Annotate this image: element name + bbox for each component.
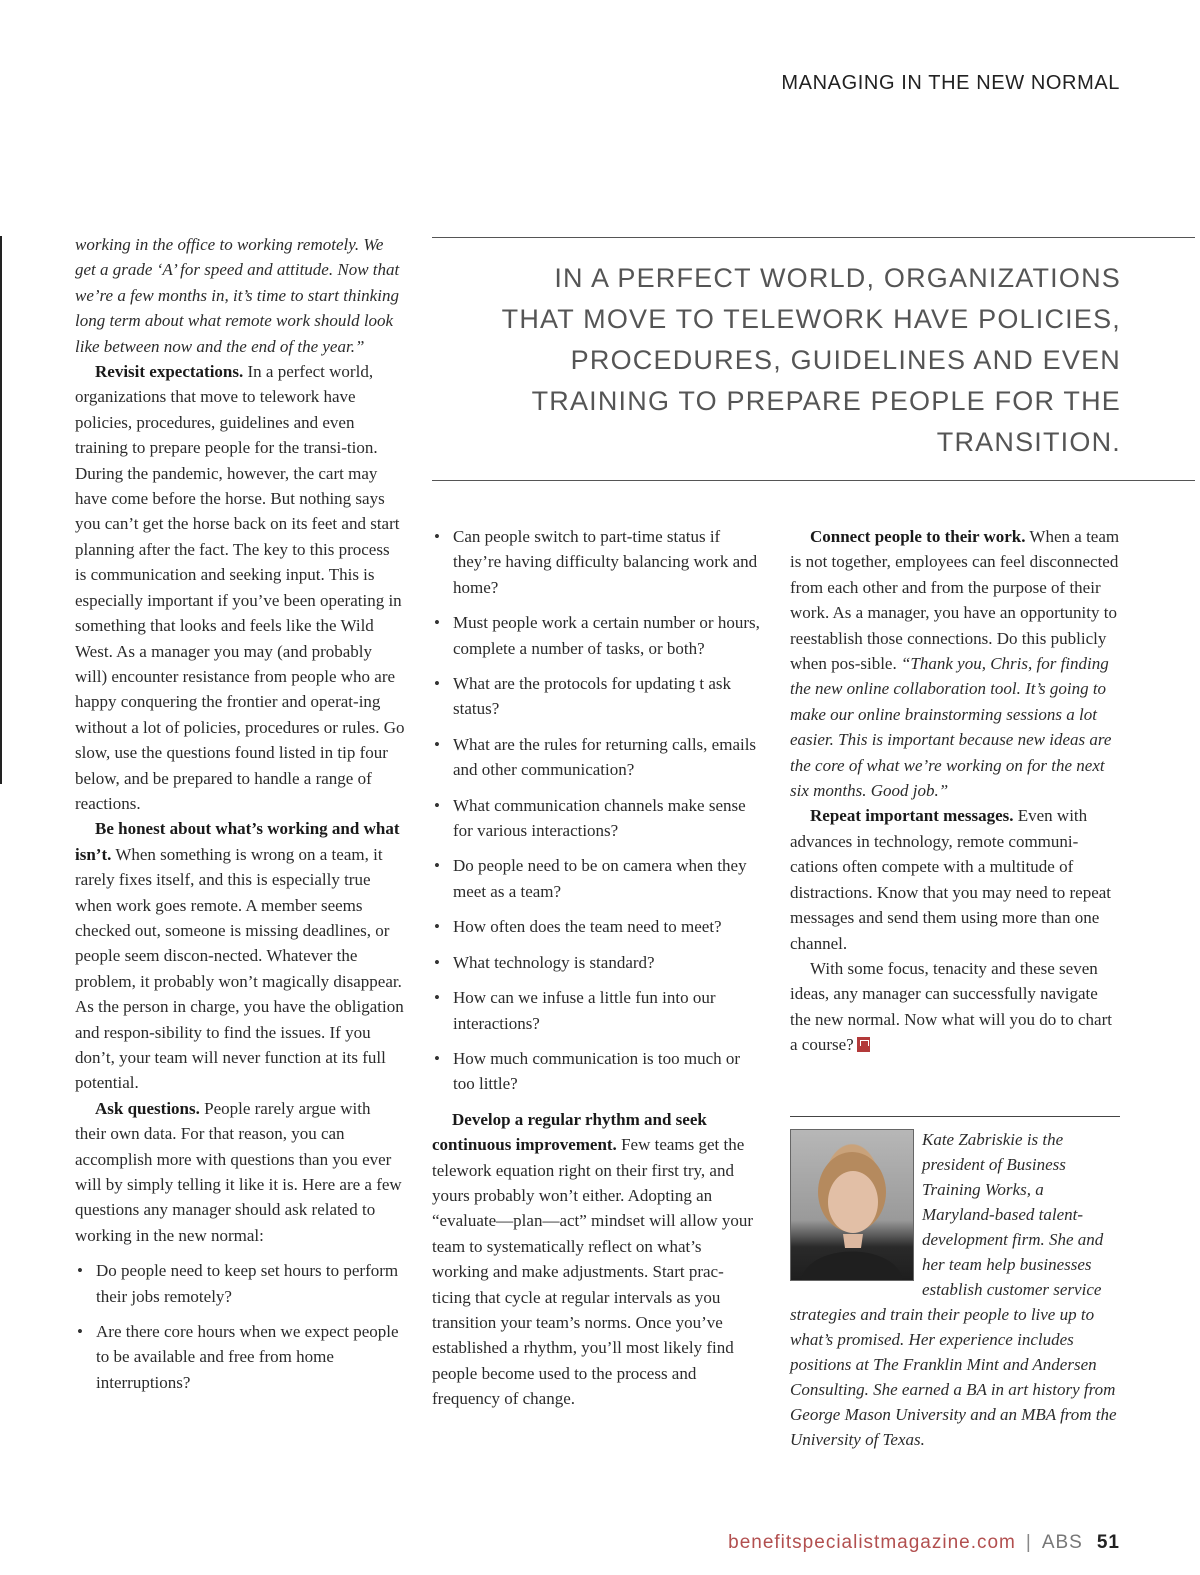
author-photo bbox=[790, 1129, 914, 1281]
pull-quote: IN A PERFECT WORLD, ORGANIZATIONS THAT MOVE TO TELEWORK HAVE POLICIES, PROCEDURES, GUIDELINES AND EVEN TRAINING TO PREPARE PEOPLE FOR THE TRANSITION. bbox=[501, 263, 1121, 457]
list-item: • How much communication is too much or too little? bbox=[432, 1046, 762, 1097]
pull-quote-box bbox=[432, 237, 1195, 481]
body-repeat: Even with advances in technology, remote communi-cations often compete with a multitude of distractions. Know that you may need to repeat messages and send them using more than one channel. bbox=[790, 806, 1112, 953]
subhead-revisit: Revisit expectations. bbox=[95, 362, 244, 382]
end-mark-icon bbox=[857, 1037, 870, 1052]
subhead-rhythm: Develop a regular rhythm and seek continuous improvement. bbox=[432, 1109, 707, 1155]
closing-text: With some focus, tenacity and these seven ideas, any manager can successfully navigate the new normal. Now what will you do to chart a course? bbox=[790, 958, 1112, 1055]
article-column-1 bbox=[75, 232, 405, 1405]
body-ask: People rarely argue with their own data. For that reason, you can accomplish more with questions than you ever will by simply telling it like it is. Here are a few questions any manager should ask related to working in the new normal: bbox=[75, 1098, 402, 1245]
author-bio bbox=[790, 1127, 1120, 1452]
list-item: • What communication channels make sense for various interactions? bbox=[432, 793, 762, 844]
bio-divider bbox=[790, 1116, 1120, 1117]
paragraph-closing bbox=[790, 956, 1122, 1058]
list-item: • What are the protocols for updating t ask status? bbox=[432, 671, 762, 722]
footer-separator: | bbox=[1025, 1532, 1032, 1553]
paragraph-revisit bbox=[75, 359, 405, 816]
paragraph-rhythm bbox=[432, 1107, 762, 1412]
body-revisit: In a perfect world, organizations that move to telework have policies, procedures, guidelines and even training to prepare people for the transi-tion. During the pandemic, however, the cart may have come before the horse. But nothing says you can’t get the horse back on its feet and start planning after the fact. The key to this process is communication and seeking input. This is especially important if you’ve been operating in something that looks and feels like the Wild West. As a manager you may (and probably will) encounter resistance from people who are happy conquering the frontier and operat-ing without a lot of policies, procedures or rules. Go slow, use the questions found listed in tip four below, and be prepared to handle a range of reactions. bbox=[75, 362, 405, 813]
list-item: • What are the rules for returning calls, emails and other communication? bbox=[432, 732, 762, 783]
subhead-honest: Be honest about what’s working and what isn’t. bbox=[75, 819, 400, 864]
author-portrait-icon bbox=[791, 1130, 913, 1280]
question-list-2 bbox=[432, 524, 762, 1097]
list-item: • What technology is standard? bbox=[432, 950, 762, 975]
list-item: • How often does the team need to meet? bbox=[432, 914, 762, 939]
list-item: • Must people work a certain number or hours, complete a number of tasks, or both? bbox=[432, 610, 762, 661]
footer-magazine: ABS bbox=[1041, 1532, 1083, 1553]
body-honest: When something is wrong on a team, it rarely fixes itself, and this is especially true when work goes remote. A member seems checked out, someone is missing deadlines, or people seem discon-nected. Whatever the problem, it probably won’t magically disappear. As the person in charge, you have the obligation and respon-sibility to find the issues. If you don’t, your team will never function at its full potential. bbox=[75, 844, 404, 1093]
section-title: MANAGING IN THE NEW NORMAL bbox=[781, 72, 1120, 94]
list-item: • Do people need to be on camera when they meet as a team? bbox=[432, 853, 762, 904]
subhead-ask: Ask questions. bbox=[95, 1098, 200, 1118]
paragraph-connect bbox=[790, 524, 1122, 803]
paragraph-ask bbox=[75, 1096, 405, 1248]
subhead-connect: Connect people to their work. bbox=[810, 527, 1026, 546]
bio-text: Kate Zabriskie is the president of Business Training Works, a Maryland-based talent-development firm. She and her team help businesses establish customer service strategies and train their people to live up to what’s promised. Her experience includes positions at The Franklin Mint and Andersen Consulting. She earned a BA in art history from George Mason University and an MBA from the University of Texas. bbox=[790, 1130, 1117, 1449]
intro-quote: working in the office to working remotely. We get a grade ‘A’ for speed and attitude. Now that we’re a few months in, it’s time to start thinking long term about what remote work should look like between now and the end of the year.” bbox=[75, 235, 400, 356]
article-column-2 bbox=[432, 524, 762, 1412]
list-item: • Do people need to keep set hours to perform their jobs remotely? bbox=[75, 1258, 405, 1309]
paragraph-honest bbox=[75, 816, 405, 1095]
subhead-repeat: Repeat important messages. bbox=[810, 806, 1014, 826]
list-item: • How can we infuse a little fun into our interactions? bbox=[432, 985, 762, 1036]
list-item: • Are there core hours when we expect people to be available and free from home interruptions? bbox=[75, 1319, 405, 1395]
article-column-3 bbox=[790, 524, 1122, 1058]
page-footer bbox=[728, 1532, 1120, 1554]
connect-quote: “Thank you, Chris, for finding the new online collaboration tool. It’s going to make our online brainstorming sessions a lot easier. This is important because new ideas are the core of what we’re working on for the next six months. Good job.” bbox=[790, 654, 1112, 801]
paragraph-repeat bbox=[790, 803, 1122, 955]
body-rhythm: Few teams get the telework equation right on their first try, and yours probably won’t either. Adopting an “evaluate—plan—act” mindset will allow your team to systematically reflect on what’s working and make adjustments. Start prac-ticing that cycle at regular intervals as you transition your team’s norms. Once you’ve established a rhythm, you’ll most likely find people become used to the process and frequency of change. bbox=[432, 1135, 754, 1409]
list-item: • Can people switch to part-time status if they’re having difficulty balancing work and home? bbox=[432, 524, 762, 600]
footer-site: benefitspecialistmagazine.com bbox=[728, 1532, 1016, 1553]
question-list-1 bbox=[75, 1258, 405, 1395]
page-number: 51 bbox=[1096, 1532, 1120, 1553]
left-margin-rule bbox=[0, 236, 2, 784]
body-connect: When a team is not together, employees can feel disconnected from each other and from the purpose of their work. As a manager, you have an opportunity to reestablish those connections. Do this publicly when pos-sible. bbox=[790, 527, 1120, 674]
